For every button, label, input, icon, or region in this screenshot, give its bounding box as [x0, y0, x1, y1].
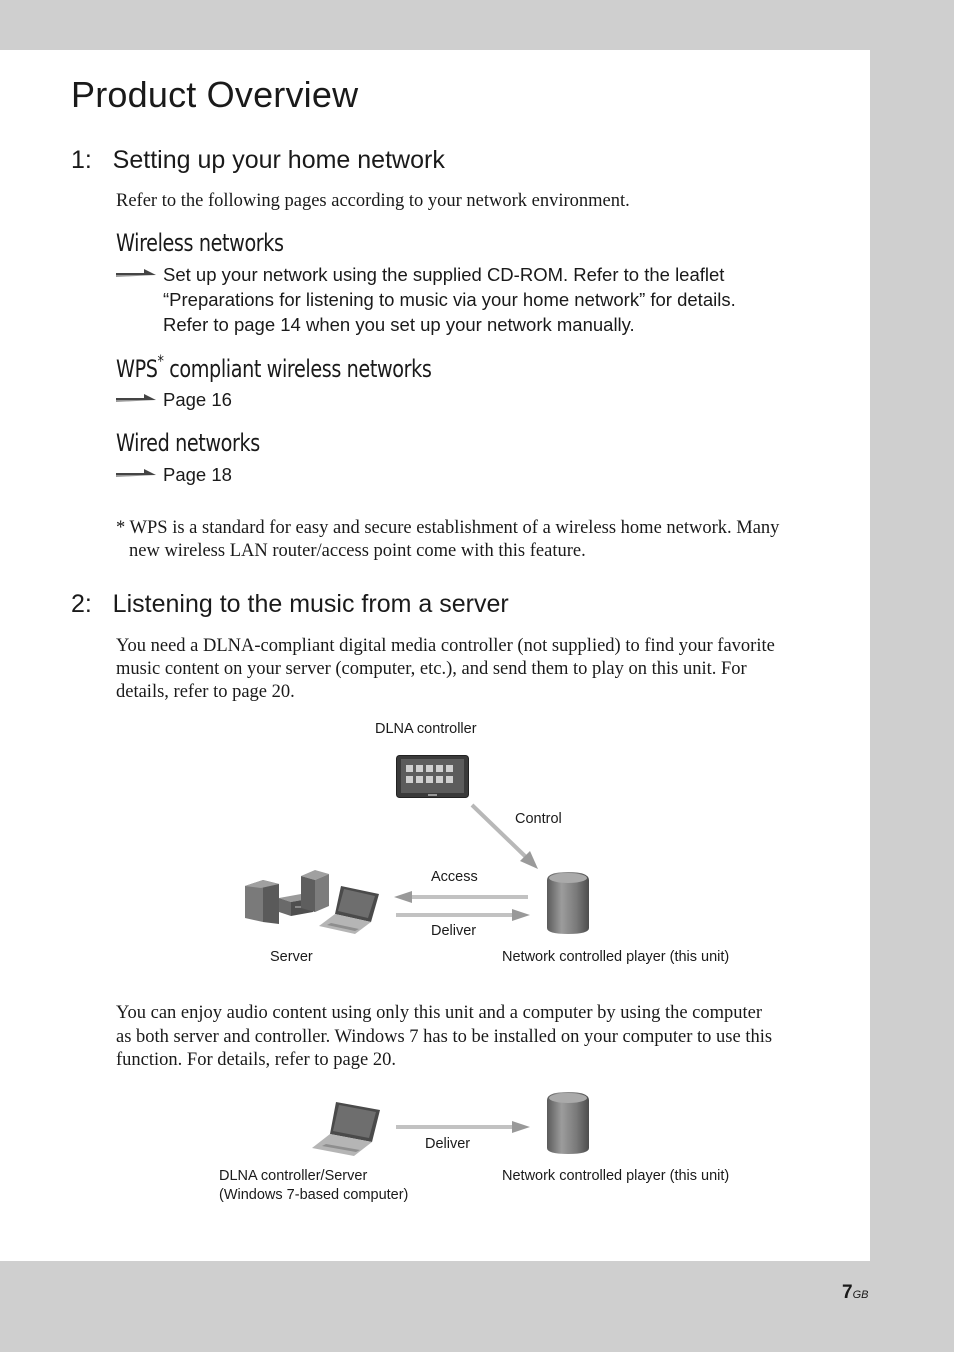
network-player-speaker-icon	[543, 870, 593, 936]
dlna-controller-label: DLNA controller	[375, 721, 477, 737]
wired-heading: Wired networks	[116, 429, 260, 457]
page-title: Product Overview	[71, 74, 359, 115]
control-label: Control	[515, 811, 562, 827]
wps-page-ref: Page 16	[163, 389, 232, 410]
page-number	[842, 1282, 868, 1304]
section2-para1-line-3: details, refer to page 20.	[116, 682, 295, 702]
wireless-text-line-1: Set up your network using the supplied CD-ROM. Refer to the leaflet	[163, 264, 725, 285]
wireless-text-line-2: “Preparations for listening to music via your home network” for details.	[163, 289, 736, 310]
deliver-label: Deliver	[431, 923, 477, 939]
laptop-computer-icon	[308, 1100, 384, 1158]
access-arrow-icon	[394, 890, 530, 904]
wps-heading-suffix: compliant wireless networks	[163, 355, 432, 383]
network-player-label: Network controlled player (this unit)	[502, 949, 730, 965]
wired-page-ref: Page 18	[163, 464, 232, 485]
computer-label-line-2: (Windows 7-based computer)	[219, 1187, 409, 1203]
deliver-label-2: Deliver	[425, 1136, 471, 1152]
section2-para2-line-2: as both server and controller. Windows 7 has to be installed on your computer to use this	[116, 1027, 773, 1047]
footnote-line-1: * WPS is a standard for easy and secure establishment of a wireless home network. Many	[116, 518, 780, 538]
wps-heading	[116, 353, 431, 383]
arrow-right-icon	[116, 393, 156, 405]
access-label: Access	[431, 869, 478, 885]
arrow-right-icon	[116, 468, 156, 480]
section1-heading: 1: Setting up your home network	[71, 146, 445, 174]
wps-heading-asterisk: *	[157, 351, 164, 370]
page-number-suffix: GB	[852, 1289, 869, 1301]
server-label: Server	[270, 949, 313, 965]
footnote-line-2: new wireless LAN router/access point come with this feature.	[129, 541, 586, 561]
server-audio-system-icon	[243, 868, 383, 940]
section2-para2-line-1: You can enjoy audio content using only this unit and a computer by using the computer	[116, 1003, 763, 1023]
wireless-heading: Wireless networks	[116, 229, 284, 257]
section2-para2-line-3: function. For details, refer to page 20.	[116, 1050, 396, 1070]
section1-intro: Refer to the following pages according to your network environment.	[116, 191, 630, 211]
computer-label-line-1: DLNA controller/Server	[219, 1168, 368, 1184]
deliver-arrow-icon	[394, 908, 530, 922]
dlna-controller-device-icon	[396, 755, 470, 799]
page-number-value: 7	[842, 1282, 853, 1303]
wireless-text-line-3: Refer to page 14 when you set up your network manually.	[163, 314, 635, 335]
network-player-speaker-2-icon	[543, 1090, 593, 1156]
section2-heading: 2: Listening to the music from a server	[71, 590, 509, 618]
control-arrow-icon	[468, 801, 543, 871]
arrow-right-icon	[116, 268, 156, 280]
section2-para1-line-1: You need a DLNA-compliant digital media controller (not supplied) to find your favorite	[116, 636, 775, 656]
wps-heading-prefix: WPS	[116, 355, 158, 383]
network-player-label-2: Network controlled player (this unit)	[502, 1168, 730, 1184]
section2-para1-line-2: music content on your server (computer, etc.), and send them to play on this unit. For	[116, 659, 747, 679]
deliver-arrow-2-icon	[394, 1120, 530, 1134]
